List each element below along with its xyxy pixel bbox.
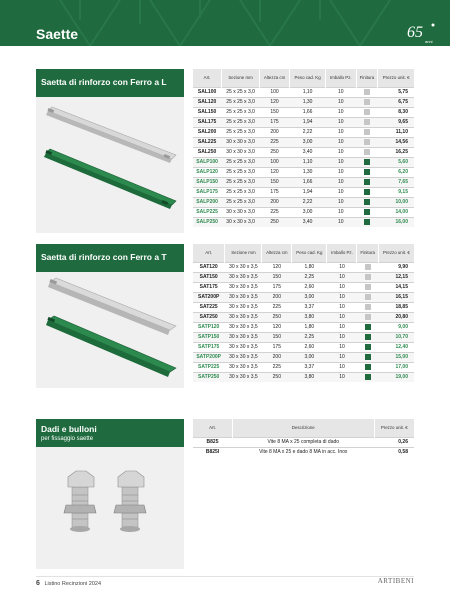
height-value: 200	[259, 127, 289, 137]
height-value: 175	[259, 117, 289, 127]
article-code: SALP175	[193, 187, 222, 197]
weight-value: 1,94	[290, 187, 326, 197]
section-size: 30 x 30 x 3,5	[225, 292, 262, 302]
unit-price: 17,00	[378, 362, 414, 372]
weight-value: 3,80	[292, 372, 327, 382]
table-row	[193, 322, 415, 332]
green-finish-swatch	[365, 364, 371, 370]
weight-value: 3,37	[292, 362, 327, 372]
catalog-name: Listino Recinzioni 2024	[44, 581, 102, 587]
article-code: SALP150	[193, 177, 222, 187]
article-code: SATP120	[193, 322, 225, 332]
weight-value: 3,40	[290, 147, 326, 157]
finish-cell	[356, 107, 378, 117]
galvanized-finish-swatch	[365, 314, 371, 320]
unit-price: 0,58	[374, 447, 414, 457]
finish-cell	[356, 157, 378, 167]
pack-qty: 10	[327, 342, 357, 352]
column-header: Art.	[193, 419, 233, 437]
green-finish-swatch	[365, 334, 371, 340]
unit-price: 15,00	[378, 352, 414, 362]
pack-qty: 10	[326, 197, 356, 207]
weight-value: 3,37	[292, 302, 327, 312]
height-value: 200	[262, 352, 292, 362]
weight-value: 2,22	[290, 197, 326, 207]
article-code: SAL250	[193, 147, 222, 157]
unit-price: 14,15	[378, 282, 414, 292]
finish-cell	[357, 362, 378, 372]
article-code: SAT175	[193, 282, 225, 292]
height-value: 150	[259, 107, 289, 117]
unit-price: 20,80	[378, 312, 414, 322]
galvanized-finish-swatch	[364, 89, 370, 95]
column-header: Prezzo unit. €	[378, 244, 414, 262]
weight-value: 3,00	[292, 292, 327, 302]
product-panel-t	[36, 244, 184, 388]
unit-price: 9,90	[378, 262, 414, 272]
section-title: Saetta di rinforzo con Ferro a L	[36, 69, 184, 97]
green-l-brace	[44, 149, 176, 209]
unit-price: 12,40	[378, 342, 414, 352]
finish-cell	[356, 217, 378, 227]
weight-value: 1,10	[290, 157, 326, 167]
height-value: 175	[259, 187, 289, 197]
section-size: 30 x 30 x 3,5	[225, 272, 262, 282]
article-code: B825	[193, 437, 233, 447]
height-value: 100	[259, 87, 289, 97]
green-finish-swatch	[365, 344, 371, 350]
article-code: SAT225	[193, 302, 225, 312]
article-code: SAT200P	[193, 292, 225, 302]
section-size: 30 x 30 x 3,5	[225, 342, 262, 352]
bolts-title: Dadi e bulloni	[41, 424, 97, 434]
height-value: 250	[259, 217, 289, 227]
section-size: 30 x 30 x 3,0	[222, 217, 260, 227]
article-code: SATP250	[193, 372, 225, 382]
height-value: 175	[262, 282, 292, 292]
unit-price: 14,56	[378, 137, 414, 147]
green-finish-swatch	[364, 209, 370, 215]
page-title: Saette	[36, 26, 79, 42]
weight-value: 1,80	[292, 322, 327, 332]
table-row	[193, 312, 415, 322]
height-value: 120	[259, 167, 289, 177]
article-code: SATP175	[193, 342, 225, 352]
galvanized-finish-swatch	[364, 139, 370, 145]
finish-cell	[356, 207, 378, 217]
weight-value: 1,66	[290, 177, 326, 187]
finish-cell	[357, 322, 378, 332]
unit-price: 16,00	[378, 217, 414, 227]
table-row	[193, 87, 415, 97]
pack-qty: 10	[327, 332, 357, 342]
galvanized-finish-swatch	[365, 294, 371, 300]
section-size: 30 x 30 x 3,5	[225, 332, 262, 342]
pack-qty: 10	[326, 87, 356, 97]
table-row	[193, 372, 415, 382]
column-header: Art.	[193, 244, 225, 262]
column-header: Peso cad. Kg	[290, 69, 326, 87]
finish-cell	[357, 342, 378, 352]
galvanized-finish-swatch	[365, 304, 371, 310]
pack-qty: 10	[326, 187, 356, 197]
column-header: Sezione mm	[222, 69, 260, 87]
bolts-illustration	[36, 447, 184, 569]
column-header: Art.	[193, 69, 222, 87]
weight-value: 1,30	[290, 97, 326, 107]
table-row	[193, 217, 415, 227]
section-size: 25 x 25 x 3,0	[222, 117, 260, 127]
finish-cell	[357, 332, 378, 342]
product-panel-l	[36, 69, 184, 233]
table-row	[193, 177, 415, 187]
weight-value: 1,66	[290, 107, 326, 117]
article-code: SATP150	[193, 332, 225, 342]
section-size: 25 x 25 x 3,0	[222, 177, 260, 187]
product-panel-bolts	[36, 419, 184, 569]
finish-cell	[357, 372, 378, 382]
table-row	[193, 362, 415, 372]
section-ferro-t	[36, 244, 414, 388]
unit-price: 18,85	[378, 302, 414, 312]
unit-price: 9,00	[378, 322, 414, 332]
green-finish-swatch	[364, 189, 370, 195]
unit-price: 6,75	[378, 97, 414, 107]
green-finish-swatch	[364, 169, 370, 175]
pack-qty: 10	[326, 147, 356, 157]
finish-cell	[356, 197, 378, 207]
pack-qty: 10	[326, 107, 356, 117]
pack-qty: 10	[327, 372, 357, 382]
table-row	[193, 117, 415, 127]
height-value: 200	[262, 292, 292, 302]
section-size: 30 x 30 x 3,0	[222, 147, 260, 157]
pack-qty: 10	[327, 272, 357, 282]
finish-cell	[356, 127, 378, 137]
weight-value: 3,40	[290, 217, 326, 227]
finish-cell	[357, 312, 378, 322]
pack-qty: 10	[327, 292, 357, 302]
article-code: SALP200	[193, 197, 222, 207]
weight-value: 2,60	[292, 282, 327, 292]
weight-value: 3,00	[290, 137, 326, 147]
article-code: SALP225	[193, 207, 222, 217]
pack-qty: 10	[326, 167, 356, 177]
unit-price: 0,26	[374, 437, 414, 447]
table-row	[193, 127, 415, 137]
article-code: SAL200	[193, 127, 222, 137]
t-brace-illustration	[36, 272, 184, 388]
table-row	[193, 167, 415, 177]
section-size: 30 x 30 x 3,5	[225, 352, 262, 362]
pack-qty: 10	[326, 137, 356, 147]
section-title	[36, 419, 184, 447]
logo-years: anni	[425, 39, 433, 44]
height-value: 225	[262, 362, 292, 372]
section-size: 30 x 30 x 3,5	[225, 362, 262, 372]
height-value: 100	[259, 157, 289, 167]
column-header: Finitura	[356, 69, 378, 87]
column-header: Finitura	[357, 244, 378, 262]
unit-price: 5,75	[378, 87, 414, 97]
unit-price: 12,15	[378, 272, 414, 282]
table-row	[193, 302, 415, 312]
bolts-subtitle: per fissaggio saette	[41, 435, 94, 442]
unit-price: 16,25	[378, 147, 414, 157]
page-header	[0, 0, 450, 46]
table-row	[193, 97, 415, 107]
section-size: 25 x 25 x 3,0	[222, 157, 260, 167]
section-size: 25 x 25 x 3,0	[222, 127, 260, 137]
unit-price: 8,30	[378, 107, 414, 117]
unit-price: 9,15	[378, 187, 414, 197]
finish-cell	[356, 137, 378, 147]
spec-table-l	[192, 69, 414, 227]
section-size: 30 x 30 x 3,5	[225, 312, 262, 322]
finish-cell	[356, 87, 378, 97]
page-number: 6	[36, 580, 40, 587]
galvanized-l-brace	[46, 107, 176, 163]
green-finish-swatch	[364, 199, 370, 205]
table-row	[193, 437, 415, 447]
height-value: 175	[262, 342, 292, 352]
unit-price: 10,70	[378, 332, 414, 342]
article-code: B825I	[193, 447, 233, 457]
finish-cell	[356, 147, 378, 157]
pack-qty: 10	[327, 352, 357, 362]
logo-number: 65	[407, 24, 423, 41]
pack-qty: 10	[326, 177, 356, 187]
table-row	[193, 447, 415, 457]
table-row	[193, 137, 415, 147]
galvanized-finish-swatch	[365, 264, 371, 270]
height-value: 120	[259, 97, 289, 107]
section-size: 30 x 30 x 3,5	[225, 302, 262, 312]
table-row	[193, 282, 415, 292]
column-header: Prezzo unit. €	[378, 69, 414, 87]
table-row	[193, 197, 415, 207]
spec-table-t	[192, 244, 414, 382]
finish-cell	[357, 282, 378, 292]
finish-cell	[356, 187, 378, 197]
article-code: SAL175	[193, 117, 222, 127]
finish-cell	[356, 97, 378, 107]
pack-qty: 10	[327, 302, 357, 312]
article-code: SALP100	[193, 157, 222, 167]
section-size: 30 x 30 x 3,0	[222, 207, 260, 217]
section-size: 25 x 25 x 3,0	[222, 167, 260, 177]
green-finish-swatch	[365, 354, 371, 360]
section-size: 25 x 25 x 3,0	[222, 97, 260, 107]
column-header: Altezza cm	[259, 69, 289, 87]
green-finish-swatch	[364, 179, 370, 185]
table-row	[193, 187, 415, 197]
pack-qty: 10	[327, 282, 357, 292]
finish-cell	[357, 302, 378, 312]
section-size: 30 x 30 x 3,0	[222, 137, 260, 147]
pack-qty: 10	[327, 362, 357, 372]
galvanized-finish-swatch	[364, 149, 370, 155]
section-size: 25 x 25 x 3,0	[222, 107, 260, 117]
article-code: SAT120	[193, 262, 225, 272]
unit-price: 9,65	[378, 117, 414, 127]
column-header: Imballo Pz.	[326, 69, 356, 87]
table-row	[193, 342, 415, 352]
finish-cell	[357, 272, 378, 282]
weight-value: 3,00	[292, 352, 327, 362]
weight-value: 1,10	[290, 87, 326, 97]
article-code: SALP250	[193, 217, 222, 227]
table-row	[193, 272, 415, 282]
height-value: 225	[259, 207, 289, 217]
table-row	[193, 157, 415, 167]
section-size: 30 x 30 x 3,5	[225, 262, 262, 272]
table-row	[193, 352, 415, 362]
table-row	[193, 262, 415, 272]
height-value: 225	[262, 302, 292, 312]
green-finish-swatch	[365, 374, 371, 380]
article-code: SATP225	[193, 362, 225, 372]
weight-value: 2,25	[292, 272, 327, 282]
weight-value: 2,25	[292, 332, 327, 342]
unit-price: 7,65	[378, 177, 414, 187]
finish-cell	[356, 177, 378, 187]
footer-divider	[36, 576, 414, 577]
table-row	[193, 332, 415, 342]
article-code: SAL150	[193, 107, 222, 117]
unit-price: 16,15	[378, 292, 414, 302]
height-value: 120	[262, 262, 292, 272]
anniversary-logo	[406, 20, 436, 44]
unit-price: 14,00	[378, 207, 414, 217]
galvanized-finish-swatch	[365, 284, 371, 290]
unit-price: 10,00	[378, 197, 414, 207]
article-code: SATP200P	[193, 352, 225, 362]
weight-value: 1,30	[290, 167, 326, 177]
column-header: Peso cad. Kg	[292, 244, 327, 262]
pack-qty: 10	[327, 322, 357, 332]
section-bolts	[36, 419, 414, 569]
pack-qty: 10	[326, 117, 356, 127]
article-code: SALP120	[193, 167, 222, 177]
bolt-left-icon	[64, 471, 96, 532]
pack-qty: 10	[326, 217, 356, 227]
section-size: 30 x 30 x 3,5	[225, 372, 262, 382]
height-value: 150	[262, 272, 292, 282]
green-finish-swatch	[364, 219, 370, 225]
weight-value: 1,80	[292, 262, 327, 272]
section-size: 30 x 30 x 3,5	[225, 282, 262, 292]
column-header: Descrizione	[233, 419, 375, 437]
galvanized-finish-swatch	[364, 129, 370, 135]
height-value: 120	[262, 322, 292, 332]
section-size: 30 x 30 x 3,5	[225, 322, 262, 332]
bolt-right-icon	[114, 471, 146, 532]
weight-value: 2,60	[292, 342, 327, 352]
galvanized-finish-swatch	[364, 109, 370, 115]
article-code: SAL225	[193, 137, 222, 147]
height-value: 150	[259, 177, 289, 187]
table-row	[193, 107, 415, 117]
pack-qty: 10	[326, 127, 356, 137]
height-value: 250	[262, 312, 292, 322]
article-code: SAT250	[193, 312, 225, 322]
height-value: 225	[259, 137, 289, 147]
pack-qty: 10	[327, 312, 357, 322]
galvanized-finish-swatch	[364, 99, 370, 105]
table-row	[193, 207, 415, 217]
section-title: Saetta di rinforzo con Ferro a T	[36, 244, 184, 272]
galvanized-finish-swatch	[364, 119, 370, 125]
page-footer	[36, 580, 101, 587]
brand-logo: ARTIBENI	[377, 577, 414, 585]
weight-value: 3,00	[290, 207, 326, 217]
finish-cell	[357, 292, 378, 302]
weight-value: 1,94	[290, 117, 326, 127]
weight-value: 3,80	[292, 312, 327, 322]
finish-cell	[356, 117, 378, 127]
height-value: 150	[262, 332, 292, 342]
pack-qty: 10	[326, 207, 356, 217]
description: Vite 8 MA x 25 completa di dado	[233, 437, 375, 447]
pack-qty: 10	[326, 157, 356, 167]
article-code: SAL100	[193, 87, 222, 97]
finish-cell	[356, 167, 378, 177]
bolts-table	[192, 419, 414, 457]
height-value: 250	[262, 372, 292, 382]
article-code: SAT150	[193, 272, 225, 282]
unit-price: 6,20	[378, 167, 414, 177]
unit-price: 11,10	[378, 127, 414, 137]
column-header: Altezza cm	[262, 244, 292, 262]
section-ferro-l	[36, 69, 414, 233]
unit-price: 19,00	[378, 372, 414, 382]
weight-value: 2,22	[290, 127, 326, 137]
finish-cell	[357, 352, 378, 362]
table-row	[193, 147, 415, 157]
section-size: 25 x 25 x 3,0	[222, 87, 260, 97]
unit-price: 5,60	[378, 157, 414, 167]
article-code: SAL120	[193, 97, 222, 107]
section-size: 25 x 25 x 3,0	[222, 197, 260, 207]
description: Vite 8 MA x 25 e dado 8 MA in acc. Inox	[233, 447, 375, 457]
l-brace-illustration	[36, 97, 184, 233]
green-finish-swatch	[364, 159, 370, 165]
column-header: Sezione mm	[225, 244, 262, 262]
pack-qty: 10	[327, 262, 357, 272]
green-finish-swatch	[365, 324, 371, 330]
finish-cell	[357, 262, 378, 272]
galvanized-finish-swatch	[365, 274, 371, 280]
section-size: 25 x 25 x 3,0	[222, 187, 260, 197]
column-header: Imballo Pz.	[327, 244, 357, 262]
pack-qty: 10	[326, 97, 356, 107]
table-row	[193, 292, 415, 302]
height-value: 200	[259, 197, 289, 207]
column-header: Prezzo unit. €	[374, 419, 414, 437]
height-value: 250	[259, 147, 289, 157]
